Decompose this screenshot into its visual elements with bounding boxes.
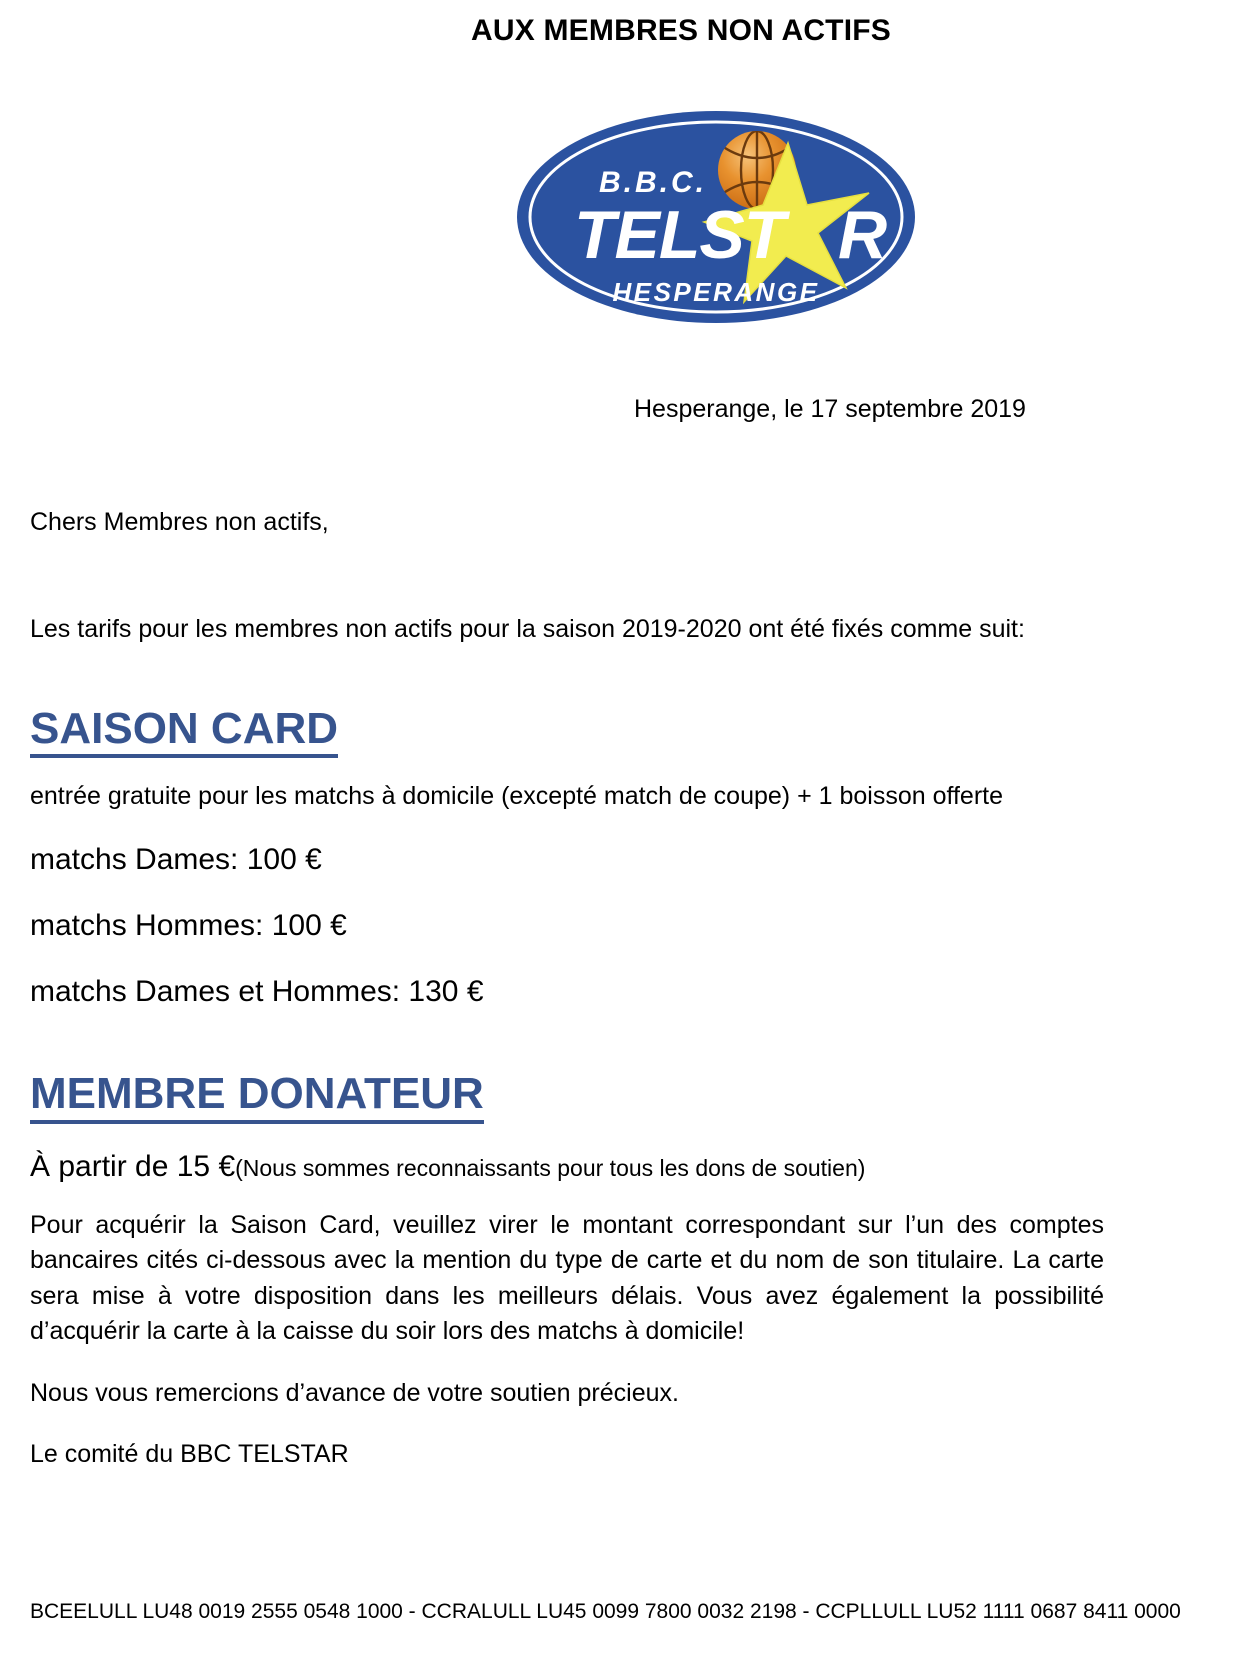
logo-graphic: [516, 110, 916, 325]
donation-amount: À partir de 15 €: [30, 1149, 236, 1183]
price-line-hommes: matchs Hommes: 100 €: [30, 909, 347, 943]
date-line: Hesperange, le 17 septembre 2019: [634, 395, 1026, 423]
section-heading-saison-card: SAISON CARD: [30, 704, 338, 758]
document-header: [0, 0, 1242, 48]
footer-bank-accounts: BCEELULL LU48 0019 2555 0548 1000 - CCRALULL LU45 0099 7800 0032 2198 - CCPLLULL LU52 1111 0687 8411 0000: [30, 1600, 1181, 1623]
price-line-dames: matchs Dames: 100 €: [30, 843, 322, 877]
section-membre-donateur: [30, 1039, 1104, 1123]
club-logo: [0, 110, 1242, 325]
saison-card-note: entrée gratuite pour les matchs à domicile (excepté match de coupe) + 1 boisson offerte: [30, 782, 1003, 811]
section-saison-card: [30, 674, 1104, 758]
intro-paragraph: Les tarifs pour les membres non actifs pour la saison 2019-2020 ont été fixés comme suit:: [30, 615, 1025, 643]
section-heading-membre-donateur: MEMBRE DONATEUR: [30, 1069, 484, 1123]
page-title: AUX MEMBRES NON ACTIFS: [471, 14, 891, 47]
logo-club-abbrev: B.B.C.: [599, 166, 707, 199]
thanks-paragraph: Nous vous remercions d’avance de votre soutien précieux.: [30, 1378, 679, 1407]
logo-city: HESPERANGE: [612, 277, 820, 307]
donation-note: (Nous sommes reconnaissants pour tous les dons de soutien): [235, 1154, 866, 1181]
signature-line: Le comité du BBC TELSTAR: [30, 1440, 349, 1469]
logo-club-name-left: TELST: [574, 197, 785, 273]
greeting: Chers Membres non actifs,: [30, 508, 329, 536]
donation-amount-line: [30, 1150, 1104, 1184]
instructions-paragraph: Pour acquérir la Saison Card, veuillez virer le montant correspondant sur l’un des comptes bancaires cités ci-dessous avec la mention du type de carte et du nom de son titulaire. La carte sera mise à votre disposition dans les meilleurs délais. Vous avez également la possibilité d’acquérir la carte à la caisse du soir lors des matchs à domicile!: [30, 1210, 1104, 1346]
price-line-dames-hommes: matchs Dames et Hommes: 130 €: [30, 975, 484, 1009]
logo-club-name-right: R: [838, 197, 888, 273]
letter-body: [30, 508, 1104, 1473]
logo-svg: [516, 110, 916, 325]
